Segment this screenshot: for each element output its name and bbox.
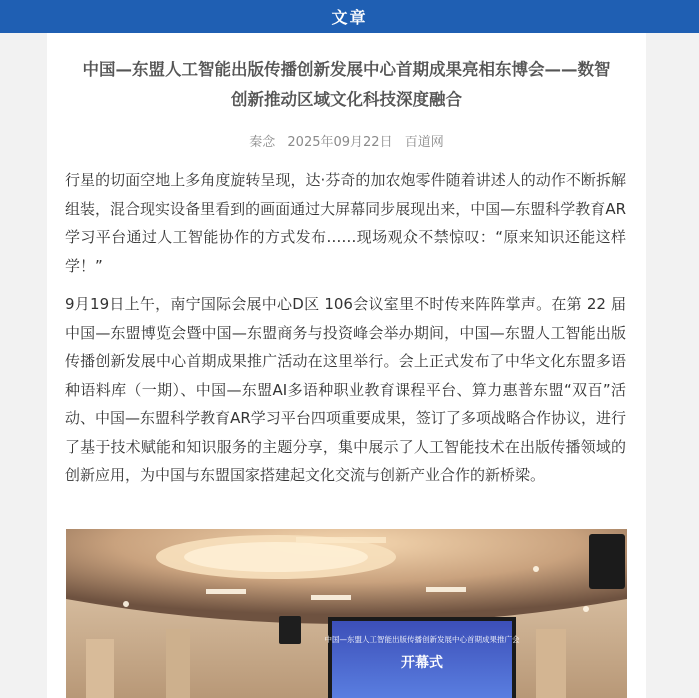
- left-margin: [0, 33, 47, 698]
- article-date: 2025年09月22日: [287, 135, 393, 150]
- screen-subtitle: 开幕式: [401, 655, 443, 671]
- event-photo: [66, 529, 627, 698]
- article-paragraph: 行星的切面空地上多角度旋转呈现，达·芬奇的加农炮零件随着讲述人的动作不断拆解组装，混合现实设备里看到的画面通过大屏幕同步展现出来，中国—东盟科学教育AR 学习平台通过人工智能协作的方式发布……现场观众不禁惊叹：“原来知识还能这样学！”: [65, 171, 626, 275]
- article-author: 秦念: [249, 135, 276, 150]
- article-title: 中国—东盟人工智能出版传播创新发展中心首期成果亮相东博会——数智创新推动区域文化科技深度融合: [82, 60, 611, 109]
- article-container: [47, 33, 646, 698]
- article-paragraph: 9月19日上午，南宁国际会展中心D区 106会议室里不时传来阵阵掌声。在第 22 届中国—东盟博览会暨中国—东盟商务与投资峰会举办期间，中国—东盟人工智能出版传播创新发展中心首期成果推广活动在这里举行。会上正式发布了中华文化东盟多语种语料库（一期）、中国—东盟AI多语种职业教育课程平台、算力惠普东盟“双百”活动、中国—东盟科学教育AR学习平台四项重要成果，签订了多项战略合作协议，进行了基于技术赋能和知识服务的主题分享，集中展示了人工智能技术在出版传播领域的创新应用，为中国与东盟国家搭建起文化交流与创新产业合作的新桥梁。: [65, 295, 626, 484]
- screen-title: 中国—东盟人工智能出版传播创新发展中心首期成果推广会: [324, 635, 520, 644]
- article-meta: [47, 131, 646, 150]
- header-bar: [0, 0, 699, 33]
- article-source[interactable]: 百道网: [404, 135, 444, 150]
- header-title: 文章: [331, 8, 368, 27]
- right-margin: [646, 33, 699, 698]
